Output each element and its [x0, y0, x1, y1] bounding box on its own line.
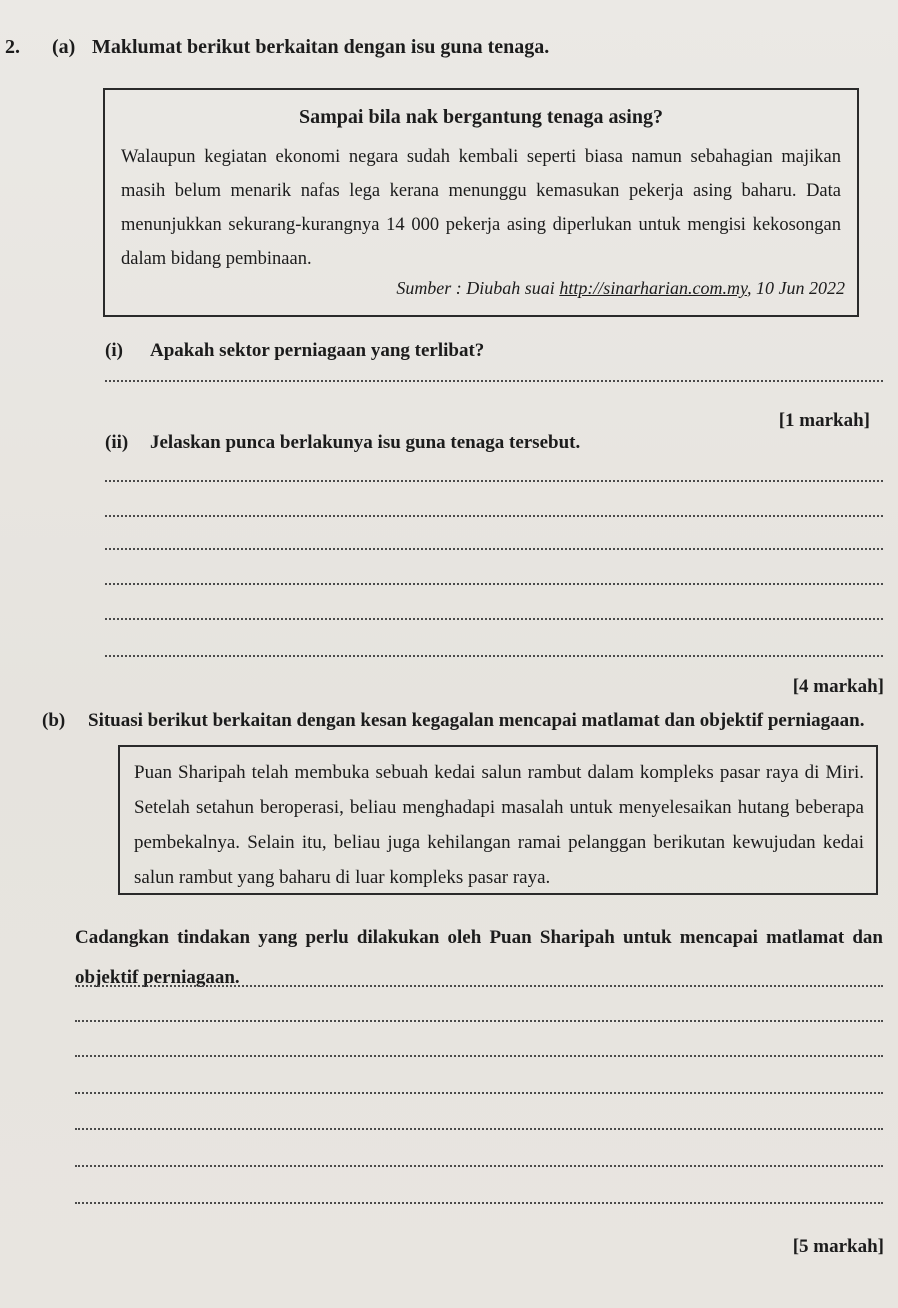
article-body: Walaupun kegiatan ekonomi negara sudah kembali seperti biasa namun sebahagian majikan masih belum menarik nafas lega kerana menunggu kemasukan pekerja asing baharu. Data menunjukkan sekurang-kurangnya 14 000 pekerja asing diperlukan untuk mengisi kekosongan dalam bidang pembinaan.	[121, 147, 841, 269]
answer-line[interactable]	[75, 1128, 883, 1130]
sub-ii-label: (ii)	[105, 432, 129, 453]
part-b-label: (b)	[42, 710, 66, 731]
source-suffix: , 10 Jun 2022	[747, 278, 845, 298]
sub-ii-marks: [4 markah]	[792, 676, 884, 697]
answer-line[interactable]	[105, 618, 883, 620]
article-box	[103, 88, 859, 317]
answer-line[interactable]	[75, 985, 883, 987]
part-a-intro: Maklumat berikut berkaitan dengan isu guna tenaga.	[92, 36, 550, 58]
source-url: http://sinarharian.com.my	[559, 278, 747, 298]
answer-line[interactable]	[75, 1092, 883, 1094]
article-source	[396, 278, 845, 299]
source-prefix: Sumber : Diubah suai	[396, 278, 560, 298]
sub-i-marks: [1 markah]	[778, 410, 870, 431]
sub-i-label: (i)	[105, 340, 123, 361]
situation-text: Puan Sharipah telah membuka sebuah kedai salun rambut dalam kompleks pasar raya di Miri. Setelah setahun beroperasi, beliau menghadapi masalah untuk menyelesaikan hutang beberapa pembekalnya. Selain itu, beliau juga kehilangan ramai pelanggan berikutan kewujudan kedai salun rambut yang baharu di luar kompleks pasar raya.	[134, 762, 864, 888]
answer-line[interactable]	[75, 1202, 883, 1204]
answer-line[interactable]	[105, 583, 883, 585]
answer-line[interactable]	[75, 1055, 883, 1057]
part-a-label: (a)	[52, 36, 76, 58]
article-title: Sampai bila nak bergantung tenaga asing?	[299, 106, 663, 128]
part-b-prompt: Cadangkan tindakan yang perlu dilakukan oleh Puan Sharipah untuk mencapai matlamat dan objektif perniagaan.	[75, 927, 883, 988]
part-b-marks: [5 markah]	[792, 1236, 884, 1257]
answer-line[interactable]	[105, 480, 883, 482]
answer-line[interactable]	[105, 380, 883, 382]
situation-box	[118, 745, 878, 895]
question-number: 2.	[5, 36, 20, 58]
sub-ii-question: Jelaskan punca berlakunya isu guna tenaga tersebut.	[150, 432, 581, 453]
answer-line[interactable]	[75, 1165, 883, 1167]
answer-line[interactable]	[105, 548, 883, 550]
part-b-intro: Situasi berikut berkaitan dengan kesan kegagalan mencapai matlamat dan objektif perniagaan.	[88, 710, 865, 731]
sub-i-question: Apakah sektor perniagaan yang terlibat?	[150, 340, 485, 361]
answer-line[interactable]	[75, 1020, 883, 1022]
answer-line[interactable]	[105, 515, 883, 517]
answer-line[interactable]	[105, 655, 883, 657]
